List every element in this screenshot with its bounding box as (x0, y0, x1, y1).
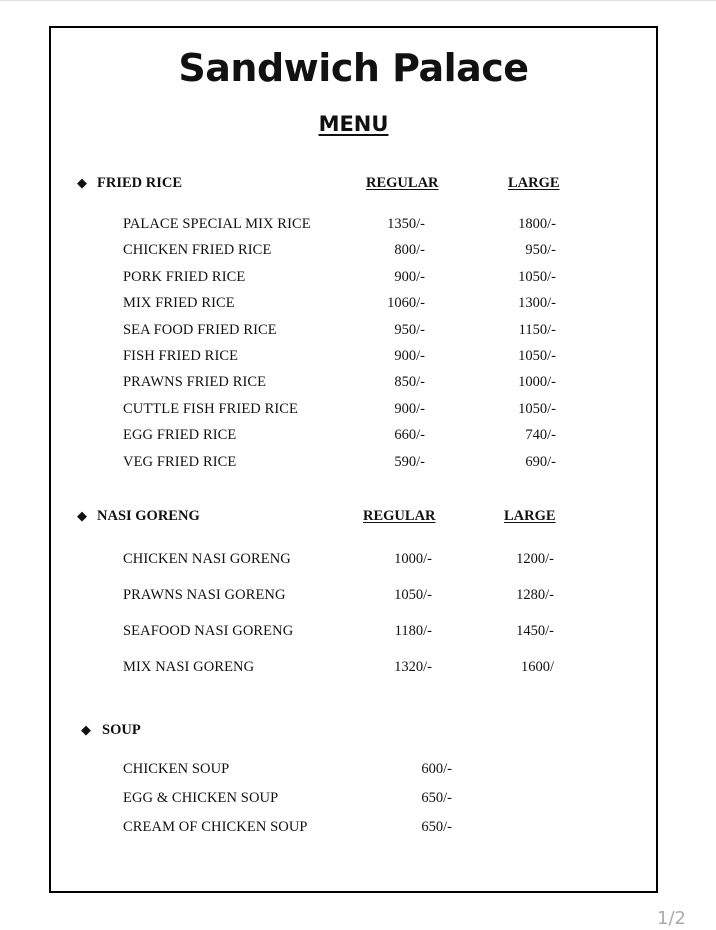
page-indicator: 1/2 (657, 908, 686, 929)
menu-item-row (51, 427, 656, 447)
price-regular: 900/- (394, 400, 425, 417)
menu-item-row (51, 216, 656, 236)
price-large: 1150/- (518, 321, 556, 338)
item-name: EGG FRIED RICE (123, 427, 237, 444)
diamond-bullet-icon: ◆ (77, 508, 87, 523)
price-regular: 1180/- (394, 623, 432, 639)
price-regular: 1350/- (387, 216, 425, 232)
menu-heading: MENU (318, 112, 389, 136)
price-regular: 1320/- (394, 659, 432, 675)
section-title: SOUP (102, 722, 141, 738)
menu-item-row (51, 587, 656, 607)
menu-item-row (51, 348, 656, 368)
menu-item-row (51, 242, 656, 262)
column-header-large: LARGE (504, 508, 556, 524)
price-regular: 1050/- (394, 587, 432, 603)
item-name: CHICKEN NASI GORENG (123, 551, 291, 567)
column-header-regular: REGULAR (366, 175, 439, 191)
menu-item-row (51, 401, 656, 421)
section-title: FRIED RICE (97, 175, 182, 191)
price-large: 950/- (525, 242, 556, 259)
price-large: 740/- (525, 427, 556, 444)
item-name: PRAWNS NASI GORENG (123, 587, 286, 603)
price-large: 1300/- (518, 295, 556, 312)
section-title: NASI GORENG (97, 508, 200, 524)
item-name: SEA FOOD FRIED RICE (123, 321, 277, 338)
price-regular: 800/- (394, 242, 425, 259)
price-regular: 660/- (394, 427, 425, 444)
menu-item-row (51, 454, 656, 474)
price-regular: 1000/- (394, 551, 432, 567)
diamond-bullet-icon: ◆ (81, 722, 91, 737)
menu-item-row (51, 623, 656, 643)
menu-item-row (51, 819, 656, 839)
price-regular: 900/- (394, 348, 425, 364)
price-large: 1050/- (518, 400, 556, 417)
item-name: FISH FRIED RICE (123, 348, 239, 364)
item-name: PORK FRIED RICE (123, 268, 246, 285)
column-header-large: LARGE (508, 175, 560, 191)
item-name: EGG & CHICKEN SOUP (123, 789, 279, 806)
item-name: MIX NASI GORENG (123, 659, 255, 675)
menu-item-row (51, 295, 656, 315)
item-name: VEG FRIED RICE (123, 453, 237, 470)
price-large: 1050/- (518, 268, 556, 285)
section-header-fried-rice (51, 175, 656, 195)
price-regular: 1060/- (387, 295, 425, 312)
section-header-nasi-goreng (51, 508, 656, 528)
price: 650/- (421, 789, 452, 806)
menu-item-row (51, 659, 656, 679)
price: 650/- (421, 818, 452, 835)
menu-page (49, 26, 658, 893)
item-name: PALACE SPECIAL MIX RICE (123, 216, 311, 232)
item-name: SEAFOOD NASI GORENG (123, 623, 294, 639)
menu-item-row (51, 761, 656, 781)
item-name: PRAWNS FRIED RICE (123, 374, 267, 391)
price-large: 1000/- (518, 374, 556, 391)
item-name: MIX FRIED RICE (123, 295, 235, 312)
item-name: CHICKEN FRIED RICE (123, 242, 272, 259)
item-name: CUTTLE FISH FRIED RICE (123, 400, 298, 417)
restaurant-title: Sandwich Palace (178, 46, 529, 90)
price-regular: 900/- (394, 268, 425, 285)
section-header-soup (51, 722, 656, 742)
menu-item-row (51, 790, 656, 810)
item-name: CREAM OF CHICKEN SOUP (123, 818, 308, 835)
menu-item-row (51, 269, 656, 289)
column-header-regular: REGULAR (363, 508, 436, 524)
item-name: CHICKEN SOUP (123, 761, 230, 777)
price-large: 1600/ (520, 659, 554, 675)
top-divider (0, 0, 716, 1)
menu-item-row (51, 374, 656, 394)
price-large: 1050/- (518, 348, 556, 364)
price-large: 1450/- (516, 623, 554, 639)
price-large: 1800/- (518, 216, 556, 232)
price-large: 1280/- (516, 587, 554, 603)
menu-item-row (51, 551, 656, 571)
price-large: 690/- (525, 453, 556, 470)
price-regular: 950/- (394, 321, 425, 338)
price-regular: 590/- (394, 453, 425, 470)
price-large: 1200/- (516, 551, 554, 567)
price-regular: 850/- (394, 374, 425, 391)
price: 600/- (421, 761, 452, 777)
menu-item-row (51, 322, 656, 342)
diamond-bullet-icon: ◆ (77, 175, 87, 190)
